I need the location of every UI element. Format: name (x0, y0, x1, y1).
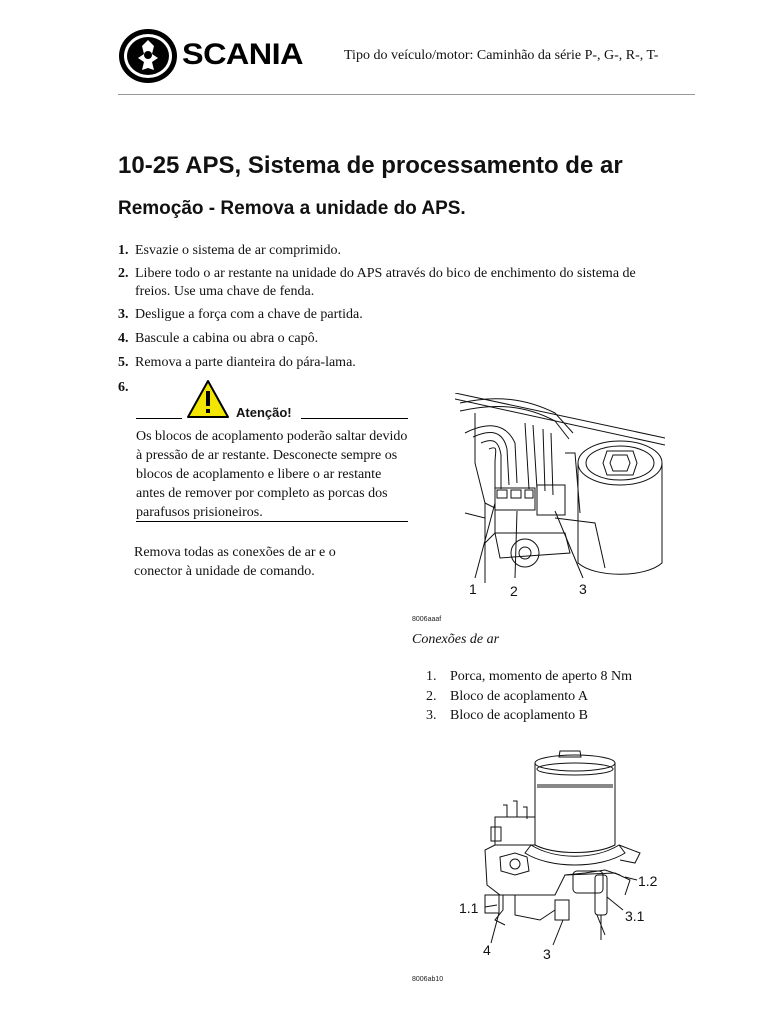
list-item-text: Bloco de acoplamento A (450, 688, 589, 704)
list-item-number: 2. (426, 688, 437, 704)
step-3 (118, 306, 708, 324)
step-number: 6. (118, 380, 129, 395)
figure2-label-1-1: 1.1 (459, 900, 479, 916)
scania-griffin-logo-icon (118, 28, 178, 84)
scania-logo-text: SCANIA (182, 38, 303, 71)
figure1-label-3: 3 (579, 581, 587, 597)
warning-rule-left (136, 418, 182, 419)
figure1-code: 8006aaaf (412, 616, 442, 623)
header-divider (118, 94, 695, 95)
figure1-caption: Conexões de ar (412, 632, 500, 647)
step-number: 1. (118, 243, 129, 258)
warning-title: Atenção! (236, 405, 292, 420)
page-subtitle: Remoção - Remova a unidade do APS. (118, 198, 466, 219)
page-title: 10-25 APS, Sistema de processamento de ar (118, 152, 623, 179)
step-6-text: Remova todas as conexões de ar e o conector à unidade de comando. (134, 545, 336, 579)
vehicle-type-label: Tipo do veículo/motor: Caminhão da série P-, G-, R-, T- (344, 48, 659, 63)
step-number: 5. (118, 355, 129, 370)
list-item (426, 687, 632, 707)
warning-rule-bottom (136, 521, 408, 522)
step-1 (118, 242, 708, 260)
figure2-label-3: 3 (543, 946, 551, 962)
warning-triangle-icon (186, 379, 230, 419)
figure2-label-4: 4 (483, 942, 491, 958)
step-4 (118, 330, 708, 348)
list-item-text: Porca, momento de aperto 8 Nm (450, 669, 632, 684)
step-5 (118, 354, 708, 372)
warning-rule-right (301, 418, 408, 419)
step-text-continued: freios. Use uma chave de fenda. (135, 284, 315, 299)
figure1-legend-list (426, 667, 632, 726)
list-item (426, 706, 632, 726)
list-item (426, 667, 632, 687)
figure2-label-1-2: 1.2 (638, 873, 658, 889)
step-text: Esvazie o sistema de ar comprimido. (135, 243, 342, 258)
list-item-number: 3. (426, 708, 437, 723)
figure2-code: 8006ab10 (412, 976, 444, 983)
figure1-label-2: 2 (510, 583, 518, 598)
step-text: Bascule a cabina ou abra o capô. (135, 331, 319, 346)
figure2-label-3-1: 3.1 (625, 908, 645, 924)
warning-text: Os blocos de acoplamento poderão saltar devido à pressão de ar restante. Desconecte sempre os blocos de acoplamento e libere o ar restante antes de remover por completo as porcas dos parafusos prisioneiros. (136, 429, 408, 520)
step-text: Remova a parte dianteira do pára-lama. (135, 355, 356, 370)
air-connections-illustration (455, 393, 665, 598)
aps-unit-illustration (455, 745, 695, 970)
list-item-text: Bloco de acoplamento B (450, 708, 589, 723)
step-number: 4. (118, 331, 129, 346)
step-number: 2. (118, 266, 129, 281)
step-text: Desligue a força com a chave de partida. (135, 307, 363, 322)
step-text: Libere todo o ar restante na unidade do APS através do bico de enchimento do sistema de (135, 266, 636, 281)
list-item-number: 1. (426, 669, 437, 684)
step-2 (118, 265, 708, 301)
step-number: 3. (118, 307, 129, 322)
figure1-label-1: 1 (469, 581, 477, 597)
